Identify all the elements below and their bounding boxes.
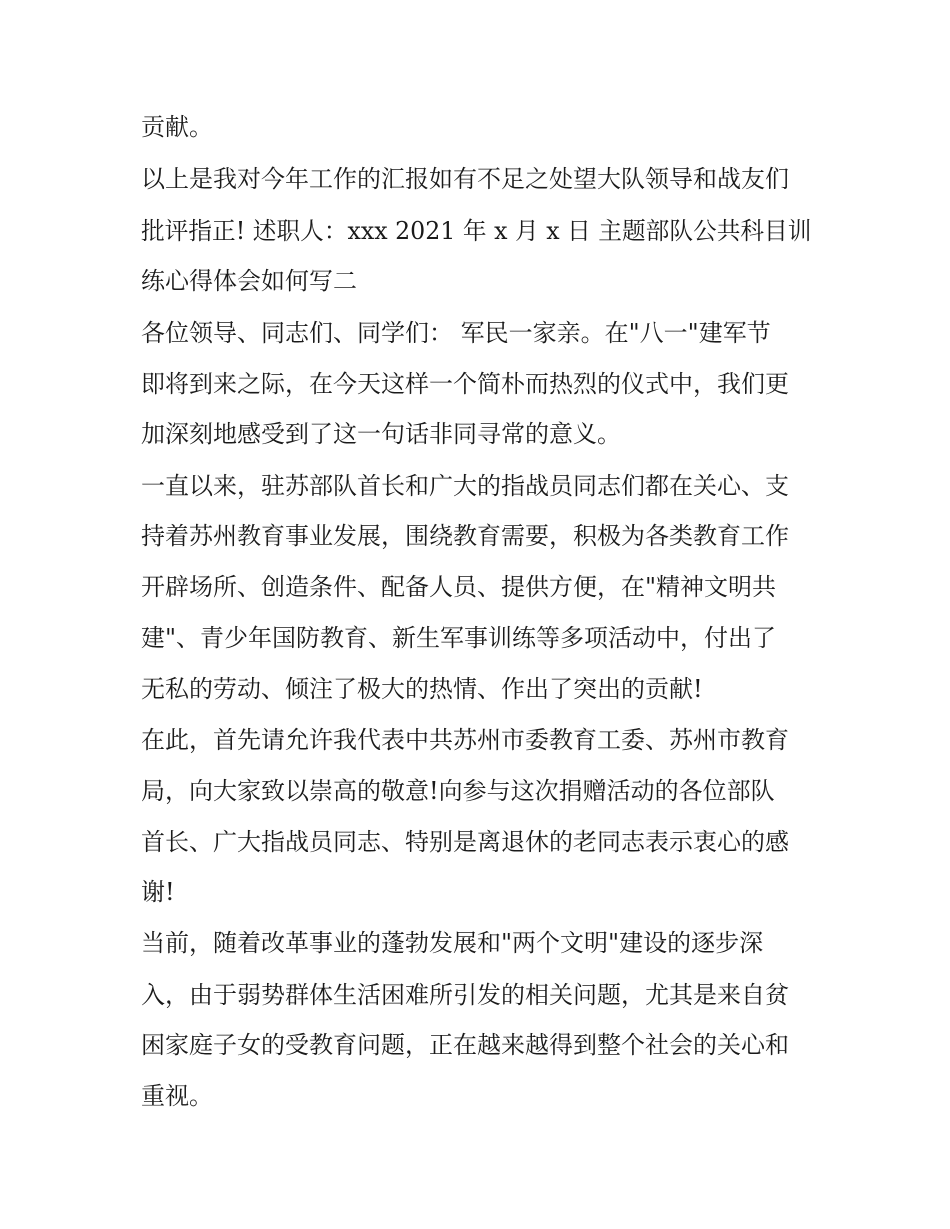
text-line: 一直以来，驻苏部队首长和广大的指战员同志们都在关心、支 — [141, 472, 789, 500]
text-line: 在此，首先请允许我代表中共苏州市委教育工委、苏州市教育 — [141, 726, 789, 754]
text-line: 谢! — [141, 878, 175, 906]
text-line: 练心得体会如何写二 — [141, 267, 357, 295]
text-line: 无私的劳动、倾注了极大的热情、作出了突出的贡献! — [141, 675, 703, 703]
text-line: 开辟场所、创造条件、配备人员、提供方便，在"精神文明共 — [141, 573, 777, 601]
text-line: 局，向大家致以崇高的敬意!向参与这次捐赠活动的各位部队 — [141, 777, 775, 805]
text-line: 加深刻地感受到了这一句话非同寻常的意义。 — [141, 420, 621, 448]
text-line: 贡献。 — [141, 113, 213, 141]
text-line: 困家庭子女的受教育问题，正在越来越得到整个社会的关心和 — [141, 1031, 789, 1059]
text-line: 入，由于弱势群体生活困难所引发的相关问题，尤其是来自贫 — [141, 981, 789, 1009]
text-line: 重视。 — [141, 1082, 213, 1110]
text-line: 即将到来之际，在今天这样一个简朴而热烈的仪式中，我们更 — [141, 370, 789, 398]
text-line: 当前，随着改革事业的蓬勃发展和"两个文明"建设的逐步深 — [141, 929, 764, 957]
text-line: 持着苏州教育事业发展，围绕教育需要，积极为各类教育工作 — [141, 522, 789, 550]
text-line: 批评指正! 述职人：xxx 2021 年 x 月 x 日 主题部队公共科目训 — [141, 217, 812, 245]
text-line: 建"、青少年国防教育、新生军事训练等多项活动中，付出了 — [141, 624, 777, 652]
text-line: 以上是我对今年工作的汇报如有不足之处望大队领导和战友们 — [141, 165, 789, 193]
text-line: 首长、广大指战员同志、特别是离退休的老同志表示衷心的感 — [141, 828, 789, 856]
text-line: 各位领导、同志们、同学们： 军民一家亲。在"八一"建军节 — [141, 319, 771, 347]
